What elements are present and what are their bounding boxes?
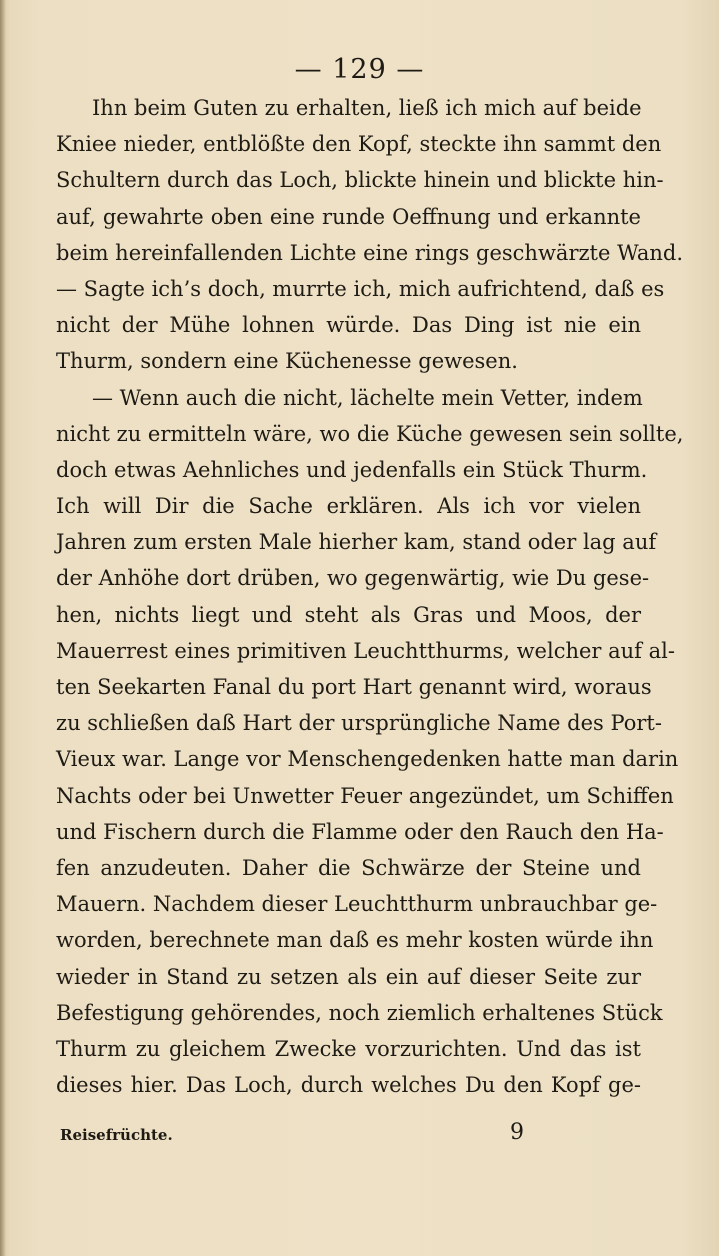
text-line: worden, berechnete man daß es mehr kosten würde ihn — [56, 928, 654, 953]
text-line: ten Seekarten Fanal du port Hart genannt wird, woraus — [56, 675, 652, 699]
page-spine-shadow — [0, 0, 6, 1256]
text-line: dieses hier. Das Loch, durch welches Du den Kopf ge- — [56, 1073, 641, 1098]
sheet-number: 9 — [510, 1120, 524, 1145]
text-line: beim hereinfallenden Lichte eine rings geschwärzte Wand. — [56, 240, 684, 265]
text-line: der Anhöhe dort drüben, wo gegenwärtig, wie Du gese- — [56, 566, 650, 591]
text-line: — Wenn auch die nicht, lächelte mein Vetter, indem — [92, 385, 643, 410]
text-line: — Sagte ich’s doch, murrte ich, mich aufrichtend, daß es — [56, 276, 665, 301]
text-line: Schultern durch das Loch, blickte hinein und blickte hin- — [56, 168, 664, 193]
text-line: nicht der Mühe lohnen würde. Das Ding ist nie ein — [56, 313, 641, 338]
text-line: Mauern. Nachdem dieser Leuchtthurm unbrauchbar ge- — [56, 892, 658, 917]
text-line: fen anzudeuten. Daher die Schwärze der Steine und — [56, 855, 641, 880]
text-line: Ich will Dir die Sache erklären. Als ich vor vielen — [56, 494, 641, 519]
text-line: auf, gewahrte oben eine runde Oeffnung und erkannte — [56, 204, 641, 229]
text-line: Thurm zu gleichem Zwecke vorzurichten. Und das ist — [56, 1036, 641, 1061]
text-line: hen, nichts liegt und steht als Gras und Moos, der — [56, 602, 641, 627]
text-line: Nachts oder bei Unwetter Feuer angezündet, um Schiffen — [56, 783, 674, 808]
text-line: zu schließen daß Hart der ursprüngliche Name des Port- — [56, 711, 662, 736]
body-text — [56, 90, 684, 1103]
text-line: Mauerrest eines primitiven Leuchtthurms, welcher auf al- — [56, 638, 675, 663]
text-line: doch etwas Aehnliches und jedenfalls ein Stück Thurm. — [56, 457, 648, 482]
text-line: Vieux war. Lange vor Menschengedenken hatte man darin — [56, 747, 679, 772]
page-number: — 129 — — [294, 54, 425, 85]
text-line: Thurm, sondern eine Küchenesse gewesen. — [56, 349, 518, 374]
signature-mark: Reisefrüchte. — [60, 1126, 173, 1144]
text-line: Ihn beim Guten zu erhalten, ließ ich mich auf beide — [92, 96, 642, 120]
text-line: Kniee nieder, entblößte den Kopf, steckte ihn sammt den — [56, 132, 662, 157]
text-line: wieder in Stand zu setzen als ein auf dieser Seite zur — [56, 964, 641, 989]
text-line: Befestigung gehörendes, noch ziemlich erhaltenes Stück — [56, 1000, 663, 1025]
text-line: und Fischern durch die Flamme oder den Rauch den Ha- — [56, 819, 664, 844]
text-line: nicht zu ermitteln wäre, wo die Küche gewesen sein sollte, — [56, 421, 684, 446]
text-line: Jahren zum ersten Male hierher kam, stand oder lag auf — [56, 530, 657, 555]
